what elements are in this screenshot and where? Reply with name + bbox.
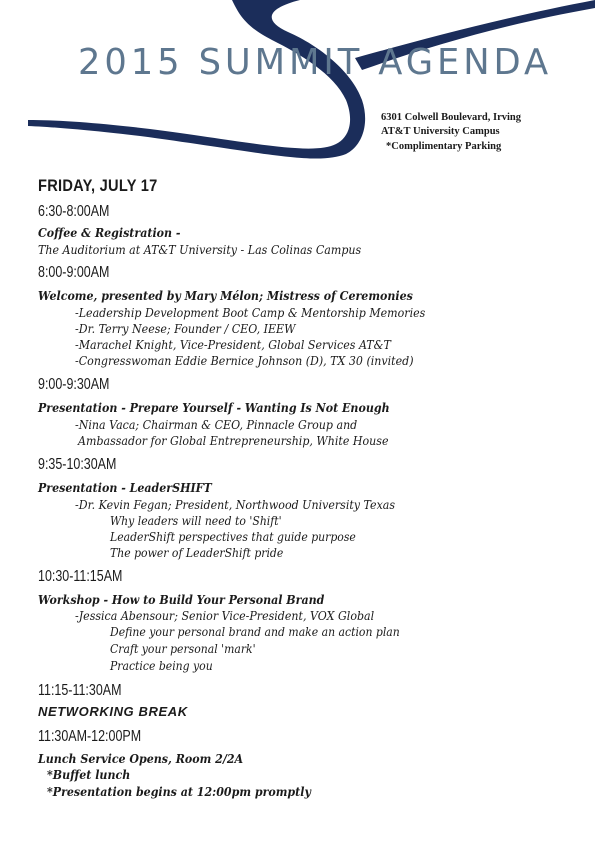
venue-address — [381, 111, 521, 154]
session-note: *Buffet lunch — [47, 768, 131, 782]
session-subpoint: Craft your personal 'mark' — [110, 642, 256, 656]
session-title: Lunch Service Opens, Room 2/2A — [38, 752, 244, 766]
session-detail: -Congresswoman Eddie Bernice Johnson (D), TX 30 (invited) — [75, 354, 414, 368]
session-note: *Presentation begins at 12:00pm promptly — [47, 785, 311, 799]
session-subpoint: Why leaders will need to 'Shift' — [110, 514, 282, 528]
address-street: 6301 Colwell Boulevard, Irving — [381, 112, 522, 123]
session-time: 11:30AM-12:00PM — [38, 728, 142, 745]
session-time: 6:30-8:00AM — [38, 203, 110, 220]
page-title: 2015 SUMMIT AGENDA — [78, 42, 553, 83]
session-time: 11:15-11:30AM — [38, 682, 122, 699]
session-title: NETWORKING BREAK — [38, 704, 188, 719]
session-title: Coffee & Registration - — [38, 226, 181, 240]
session-subpoint: The power of LeaderShift pride — [110, 546, 284, 560]
address-campus: AT&T University Campus — [381, 126, 500, 138]
session-title: Presentation - LeaderSHIFT — [38, 481, 212, 495]
session-detail: -Nina Vaca; Chairman & CEO, Pinnacle Group and — [75, 418, 358, 432]
session-title: Welcome, presented by Mary Mélon; Mistress of Ceremonies — [38, 289, 413, 303]
session-title: Presentation - Prepare Yourself - Wanting Is Not Enough — [38, 401, 390, 415]
session-detail: -Dr. Kevin Fegan; President, Northwood University Texas — [75, 498, 396, 512]
day-heading: FRIDAY, JULY 17 — [38, 176, 158, 195]
session-title: Workshop - How to Build Your Personal Brand — [38, 593, 325, 607]
session-detail: -Marachel Knight, Vice-President, Global Services AT&T — [75, 338, 391, 352]
address-parking: *Complimentary Parking — [386, 140, 502, 152]
session-detail: -Jessica Abensour; Senior Vice-President, VOX Global — [75, 609, 375, 623]
session-subpoint: LeaderShift perspectives that guide purpose — [110, 530, 356, 544]
session-detail: Ambassador for Global Entrepreneurship, White House — [78, 434, 389, 448]
session-subpoint: Define your personal brand and make an action plan — [110, 625, 400, 639]
session-time: 9:35-10:30AM — [38, 456, 117, 473]
session-subpoint: Practice being you — [110, 659, 213, 673]
session-time: 10:30-11:15AM — [38, 568, 123, 585]
session-detail: The Auditorium at AT&T University - Las Colinas Campus — [38, 243, 362, 257]
session-time: 8:00-9:00AM — [38, 264, 110, 281]
session-detail: -Dr. Terry Neese; Founder / CEO, IEEW — [75, 322, 296, 336]
session-time: 9:00-9:30AM — [38, 376, 110, 393]
session-detail: -Leadership Development Boot Camp & Mentorship Memories — [75, 306, 426, 320]
